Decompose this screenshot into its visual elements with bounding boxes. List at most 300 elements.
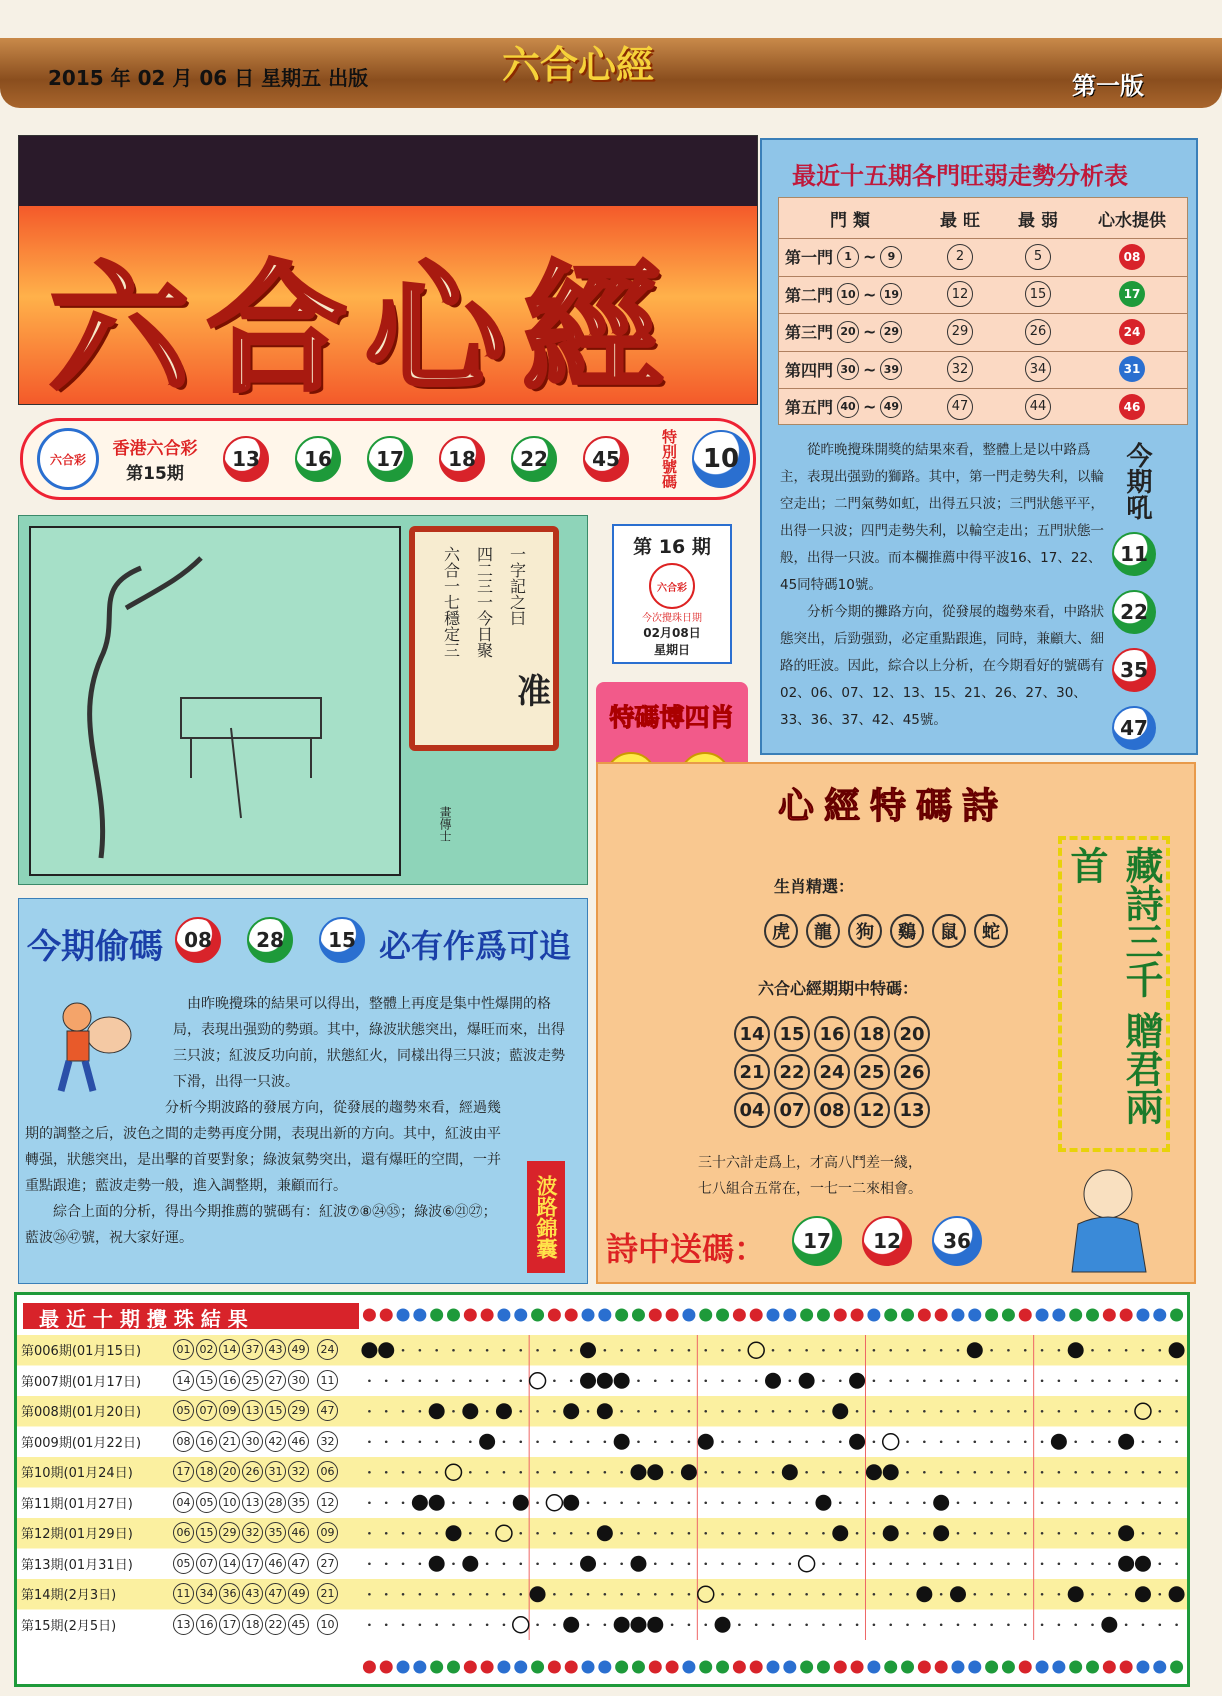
header-number-ball [363, 1309, 376, 1322]
grid-dot [503, 1471, 506, 1474]
header-number-ball [1120, 1661, 1133, 1674]
hit-mark [1169, 1586, 1185, 1602]
grid-dot [1108, 1501, 1111, 1504]
grid-dot [553, 1379, 556, 1382]
hit-mark [765, 1373, 781, 1389]
grid-dot [721, 1349, 724, 1352]
row-tip-cell [1077, 319, 1187, 345]
history-row [21, 1583, 338, 1604]
row-max: 12 [947, 281, 973, 307]
grid-dot [385, 1440, 388, 1443]
history-label: 第009期(01月22日) [21, 1435, 142, 1451]
grid-dot [604, 1471, 607, 1474]
grid-dot [1041, 1349, 1044, 1352]
grid-dot [604, 1562, 607, 1565]
grid-dot [873, 1410, 876, 1413]
grid-dot [839, 1440, 842, 1443]
row-from: 40 [837, 396, 859, 418]
hit-mark [933, 1495, 949, 1511]
grid-dot [772, 1410, 775, 1413]
history-number: 08 [173, 1431, 194, 1452]
poem-zodiac: 鷄 [890, 914, 924, 948]
header-number-ball [968, 1309, 981, 1322]
row-max-cell [921, 394, 999, 420]
grid-dot [435, 1532, 438, 1535]
poem-number: 07 [774, 1092, 810, 1128]
grid-dot [906, 1623, 909, 1626]
grid-dot [637, 1532, 640, 1535]
masthead-title: 六合心經 [49, 248, 682, 412]
grid-dot [519, 1410, 522, 1413]
row-max-cell [921, 356, 999, 382]
number-ball: 15 [319, 917, 365, 963]
grid-dot [637, 1440, 640, 1443]
grid-dot [1091, 1440, 1094, 1443]
grid-dot [1091, 1562, 1094, 1565]
header-number-ball [531, 1309, 544, 1322]
row-to: 19 [880, 283, 902, 305]
hit-mark [580, 1373, 596, 1389]
grid-dot [368, 1623, 371, 1626]
grid-dot [1024, 1562, 1027, 1565]
header-number-ball [699, 1309, 712, 1322]
row-max-cell [921, 244, 999, 270]
grid-dot [688, 1440, 691, 1443]
grid-dot [654, 1532, 657, 1535]
header-number-ball [430, 1309, 443, 1322]
grid-dot [973, 1410, 976, 1413]
header-number-ball [851, 1661, 864, 1674]
row-max-cell [921, 281, 999, 307]
grid-dot [940, 1379, 943, 1382]
header-edition: 第一版 [1072, 72, 1144, 100]
grid-dot [503, 1623, 506, 1626]
grid-dot [671, 1623, 674, 1626]
history-number: 34 [196, 1583, 217, 1604]
grid-dot [940, 1623, 943, 1626]
grid-dot [452, 1623, 455, 1626]
grid-dot [906, 1379, 909, 1382]
row-min-cell [999, 356, 1077, 382]
grid-dot [368, 1471, 371, 1474]
grid-dot [906, 1562, 909, 1565]
header-number-ball [1019, 1661, 1032, 1674]
poem-number: 25 [854, 1054, 890, 1090]
grid-dot [1091, 1349, 1094, 1352]
history-number: 06 [173, 1522, 194, 1543]
grid-dot [704, 1501, 707, 1504]
grid-dot [385, 1410, 388, 1413]
history-number: 25 [242, 1370, 263, 1391]
history-number: 37 [242, 1339, 263, 1360]
trend-row [779, 238, 1187, 274]
steal-numbers [175, 917, 365, 963]
grid-dot [1024, 1623, 1027, 1626]
grid-dot [419, 1349, 422, 1352]
grid-dot [486, 1562, 489, 1565]
grid-dot [671, 1471, 674, 1474]
trend-header: 心水提供 [1098, 210, 1166, 231]
header-number-ball [851, 1309, 864, 1322]
send-numbers [792, 1216, 982, 1266]
grid-dot [923, 1349, 926, 1352]
grid-dot [1125, 1623, 1128, 1626]
poem-number: 12 [854, 1092, 890, 1128]
grid-dot [1024, 1410, 1027, 1413]
grid-dot [755, 1440, 758, 1443]
grid-dot [469, 1532, 472, 1535]
grid-dot [402, 1532, 405, 1535]
history-number: 07 [196, 1400, 217, 1421]
grid-dot [486, 1593, 489, 1596]
grid-dot [856, 1349, 859, 1352]
poem-number: 20 [894, 1016, 930, 1052]
hit-mark [715, 1617, 731, 1633]
grid-dot [688, 1593, 691, 1596]
grid-dot [839, 1562, 842, 1565]
grid-dot [990, 1623, 993, 1626]
grid-dot [604, 1623, 607, 1626]
trend-row [779, 351, 1187, 387]
grid-dot [923, 1471, 926, 1474]
header-number-ball [901, 1309, 914, 1322]
hit-mark [698, 1434, 714, 1450]
history-panel [14, 1292, 1190, 1687]
grid-dot [671, 1562, 674, 1565]
grid-dot [772, 1471, 775, 1474]
header-number-ball [548, 1661, 561, 1674]
hit-mark [580, 1556, 596, 1572]
grid-dot [570, 1593, 573, 1596]
grid-dot [654, 1440, 657, 1443]
history-number: 28 [265, 1492, 286, 1513]
header-number-ball [682, 1309, 695, 1322]
trend-row-label [779, 395, 921, 418]
grid-dot [486, 1471, 489, 1474]
header-number-ball [1069, 1661, 1082, 1674]
steal-p1: 由昨晚攪珠的結果可以得出，整體上再度是集中性爆開的格局，表現出强勁的勢頭。其中，綠波狀態突出，爆旺而來，出得三只波；紅波反功向前，狀態紅火，同樣出得三只波；藍波走勢下滑，出得一只波。 [173, 996, 565, 1090]
grid-dot [906, 1440, 909, 1443]
history-number: 42 [265, 1431, 286, 1452]
grid-dot [923, 1440, 926, 1443]
history-number: 05 [173, 1553, 194, 1574]
grid-dot [1108, 1562, 1111, 1565]
header-number-ball [867, 1661, 880, 1674]
grid-dot [553, 1562, 556, 1565]
header-number-ball [1136, 1661, 1149, 1674]
grid-dot [755, 1623, 758, 1626]
grid-dot [1142, 1532, 1145, 1535]
grid-dot [704, 1471, 707, 1474]
header-number-ball [363, 1661, 376, 1674]
header-number-ball [1136, 1309, 1149, 1322]
grid-dot [789, 1440, 792, 1443]
grid-dot [957, 1501, 960, 1504]
trend-table [778, 197, 1188, 425]
header-number-ball [1153, 1309, 1166, 1322]
grid-dot [637, 1593, 640, 1596]
history-number: 15 [265, 1400, 286, 1421]
history-number: 14 [219, 1339, 240, 1360]
history-number: 43 [242, 1583, 263, 1604]
header-number-ball [497, 1661, 510, 1674]
grid-dot [503, 1562, 506, 1565]
grid-dot [1058, 1349, 1061, 1352]
row-min: 15 [1025, 281, 1051, 307]
history-special: 10 [317, 1614, 338, 1635]
history-label: 第14期(2月3日) [21, 1588, 117, 1603]
grid-dot [889, 1501, 892, 1504]
grid-dot [486, 1501, 489, 1504]
grid-dot [1108, 1440, 1111, 1443]
grid-dot [469, 1471, 472, 1474]
grid-dot [385, 1471, 388, 1474]
grid-dot [957, 1410, 960, 1413]
row-tip-cell [1077, 394, 1187, 420]
grid-dot [519, 1349, 522, 1352]
row-from: 1 [837, 246, 859, 268]
grid-dot [873, 1440, 876, 1443]
grid-dot [856, 1410, 859, 1413]
grid-dot [1007, 1471, 1010, 1474]
grid-dot [671, 1501, 674, 1504]
tree-table-drawing [31, 528, 399, 874]
grid-dot [839, 1471, 842, 1474]
header-number-ball [1036, 1309, 1049, 1322]
poem-number: 08 [814, 1092, 850, 1128]
trend-panel [760, 138, 1198, 755]
history-number: 47 [288, 1553, 309, 1574]
header-number-ball [514, 1309, 527, 1322]
history-number: 05 [173, 1400, 194, 1421]
grid-dot [721, 1379, 724, 1382]
row-tilde: ~ [863, 359, 877, 379]
grid-dot [973, 1379, 976, 1382]
hit-mark [849, 1434, 865, 1450]
row-tip-cell [1077, 356, 1187, 382]
history-special: 21 [317, 1583, 338, 1604]
hit-mark [1101, 1617, 1117, 1633]
header-number-ball [884, 1661, 897, 1674]
row-min-cell [999, 244, 1077, 270]
grid-dot [469, 1349, 472, 1352]
poem-zodiac: 狗 [848, 914, 882, 948]
trend-row-label [779, 320, 921, 343]
grid-dot [789, 1593, 792, 1596]
number-ball: 22 [1112, 590, 1156, 634]
grid-dot [654, 1593, 657, 1596]
grid-dot [990, 1471, 993, 1474]
history-number: 01 [173, 1339, 194, 1360]
grid-dot [688, 1349, 691, 1352]
header-number-ball [834, 1661, 847, 1674]
grid-dot [1158, 1562, 1161, 1565]
grid-dot [1158, 1379, 1161, 1382]
grid-dot [435, 1440, 438, 1443]
scholar-figure [1038, 1154, 1158, 1274]
header-number-ball [985, 1309, 998, 1322]
draw-issue: 第15期 [126, 464, 184, 484]
hit-mark [1169, 1342, 1185, 1358]
grid-dot [1158, 1349, 1161, 1352]
grid-dot [1158, 1440, 1161, 1443]
grid-dot [957, 1623, 960, 1626]
grid-dot [973, 1440, 976, 1443]
grid-dot [1142, 1349, 1145, 1352]
grid-dot [553, 1471, 556, 1474]
row-max: 47 [947, 394, 973, 420]
grid-dot [536, 1532, 539, 1535]
grid-dot [738, 1501, 741, 1504]
poem-zodiac: 鼠 [932, 914, 966, 948]
row-max-cell [921, 319, 999, 345]
hit-mark [866, 1464, 882, 1480]
history-number: 16 [196, 1614, 217, 1635]
trend-p1: 從昨晚攪珠開獎的結果來看，整體上是以中路爲主，表現出强勁的獅路。其中，第一門走勢失利，以輪空走出；二門氣勢如虹，出得五只波；三門狀態平平，出得一只波；四門走勢失利，以輪空走出；五門狀態一般，出得一只波。而本欄推薦中得平波16、17、22、45同特碼10號。 [780, 442, 1104, 593]
history-number: 20 [219, 1461, 240, 1482]
header-number-ball [834, 1309, 847, 1322]
grid-dot [923, 1532, 926, 1535]
trend-header: 門 類 [830, 210, 870, 231]
history-number: 32 [288, 1461, 309, 1482]
grid-dot [1125, 1471, 1128, 1474]
grid-dot [637, 1349, 640, 1352]
scroll [409, 526, 559, 751]
grid-dot [906, 1593, 909, 1596]
history-label: 第15期(2月5日) [21, 1618, 117, 1634]
grid-dot [419, 1440, 422, 1443]
grid-dot [772, 1440, 775, 1443]
grid-dot [755, 1471, 758, 1474]
grid-dot [587, 1440, 590, 1443]
grid-dot [1024, 1349, 1027, 1352]
draw-bar [20, 418, 756, 500]
grid-dot [772, 1501, 775, 1504]
number-ball: 17 [792, 1216, 842, 1266]
grid-dot [620, 1349, 623, 1352]
scroll-signature: 畫傳士 [438, 806, 452, 842]
header-number-ball [1103, 1309, 1116, 1322]
history-special: 06 [317, 1461, 338, 1482]
grid-dot [1058, 1532, 1061, 1535]
row-tip: 31 [1119, 356, 1145, 382]
grid-dot [1041, 1562, 1044, 1565]
grid-dot [822, 1532, 825, 1535]
header-number-ball [800, 1661, 813, 1674]
grid-dot [1007, 1562, 1010, 1565]
grid-dot [419, 1532, 422, 1535]
grid-dot [1158, 1532, 1161, 1535]
grid-dot [721, 1501, 724, 1504]
history-row [21, 1553, 338, 1574]
grid-dot [704, 1623, 707, 1626]
poem-number: 21 [734, 1054, 770, 1090]
grid-dot [1125, 1593, 1128, 1596]
header-number-ball [767, 1309, 780, 1322]
grid-dot [822, 1349, 825, 1352]
hit-mark [445, 1525, 461, 1541]
row-min: 5 [1025, 244, 1051, 270]
grid-dot [990, 1501, 993, 1504]
grid-dot [1158, 1501, 1161, 1504]
header-number-ball [985, 1661, 998, 1674]
grid-dot [755, 1379, 758, 1382]
grid-dot [889, 1562, 892, 1565]
header-number-ball [666, 1661, 679, 1674]
masthead [18, 135, 758, 412]
grid-dot [1108, 1349, 1111, 1352]
grid-dot [1175, 1471, 1178, 1474]
grid-dot [671, 1410, 674, 1413]
grid-dot [620, 1471, 623, 1474]
header-number-ball [481, 1661, 494, 1674]
scroll-word: 准 [517, 672, 551, 712]
hit-mark [815, 1495, 831, 1511]
grid-dot [402, 1593, 405, 1596]
header-number-ball [1103, 1661, 1116, 1674]
lottery-logo-icon: 六合彩 [37, 428, 99, 490]
grid-dot [1058, 1471, 1061, 1474]
grid-dot [654, 1349, 657, 1352]
grid-dot [1142, 1623, 1145, 1626]
grid-dot [738, 1623, 741, 1626]
poem-zodiac: 蛇 [974, 914, 1008, 948]
grid-dot [1074, 1501, 1077, 1504]
side-label: 今期吼 [1122, 442, 1152, 520]
header-number-ball [397, 1309, 410, 1322]
grid-dot [1041, 1532, 1044, 1535]
grid-dot [889, 1379, 892, 1382]
grid-dot [755, 1410, 758, 1413]
grid-dot [1125, 1501, 1128, 1504]
grid-dot [1125, 1349, 1128, 1352]
hit-mark [1118, 1525, 1134, 1541]
grid-dot [973, 1593, 976, 1596]
grid-dot [1007, 1532, 1010, 1535]
grid-dot [1175, 1379, 1178, 1382]
grid-dot [822, 1410, 825, 1413]
grid-dot [906, 1349, 909, 1352]
grid-dot [1041, 1379, 1044, 1382]
grid-dot [738, 1440, 741, 1443]
grid-dot [923, 1379, 926, 1382]
history-label: 第13期(01月31日) [21, 1557, 133, 1573]
hit-mark [849, 1373, 865, 1389]
grid-dot [1058, 1410, 1061, 1413]
grid-dot [822, 1623, 825, 1626]
grid-dot [553, 1349, 556, 1352]
hit-mark [462, 1403, 478, 1419]
grid-dot [1158, 1410, 1161, 1413]
row-max: 29 [947, 319, 973, 345]
history-number: 26 [242, 1461, 263, 1482]
trend-row-label [779, 283, 921, 306]
grid-dot [1142, 1471, 1145, 1474]
grid-dot [637, 1410, 640, 1413]
history-label: 第12期(01月29日) [21, 1527, 133, 1542]
history-label: 第11期(01月27日) [21, 1496, 133, 1512]
history-special: 32 [317, 1431, 338, 1452]
header-number-ball [716, 1309, 729, 1322]
grid-dot [755, 1562, 758, 1565]
header-number-ball [1002, 1309, 1015, 1322]
hit-mark [832, 1403, 848, 1419]
grid-dot [1024, 1471, 1027, 1474]
header-number-ball [380, 1309, 393, 1322]
grid-dot [957, 1440, 960, 1443]
grid-dot [503, 1379, 506, 1382]
header-number-ball [582, 1661, 595, 1674]
